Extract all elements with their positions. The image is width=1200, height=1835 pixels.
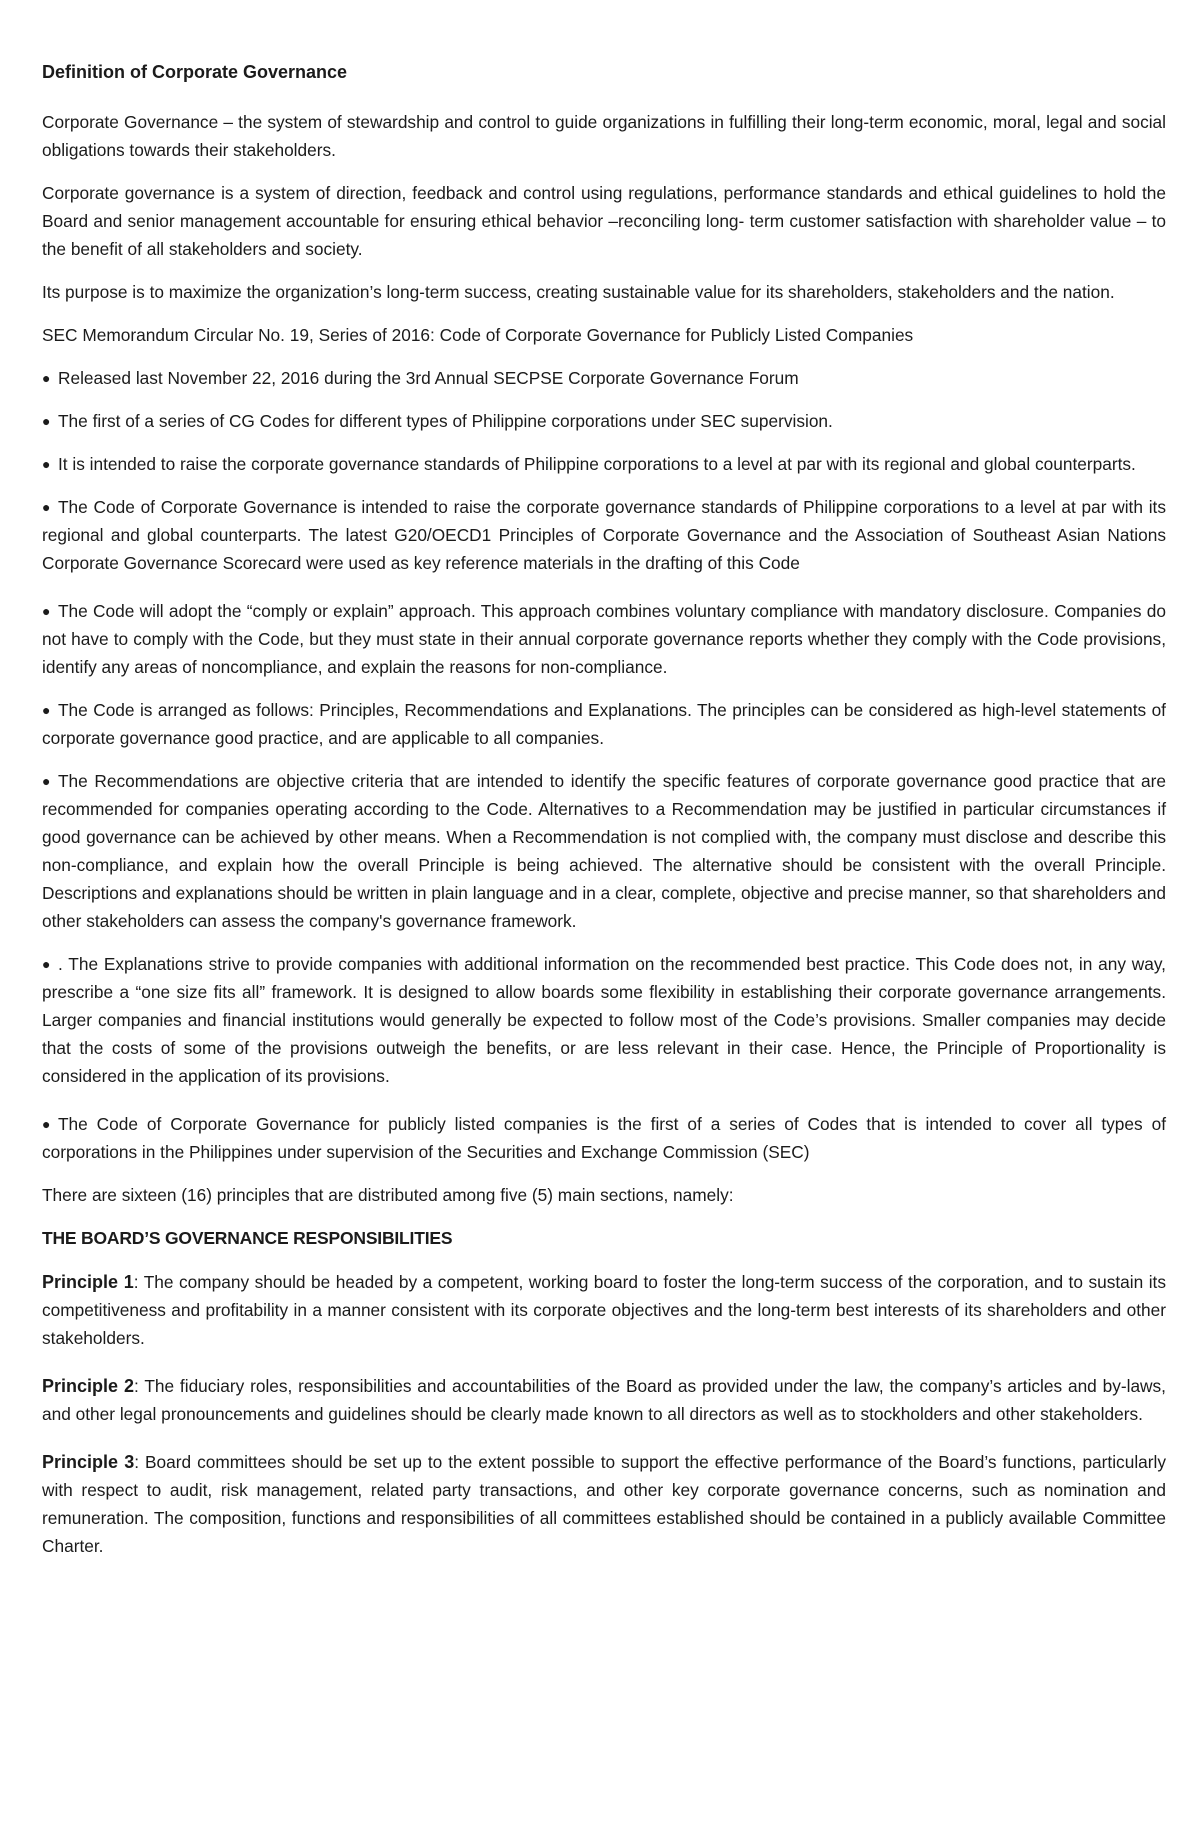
principle-item: [42, 1268, 1166, 1352]
bullet-item: [42, 696, 1166, 752]
bullet-icon: ●: [42, 603, 51, 619]
document-page: [42, 58, 1166, 1575]
paragraph-purpose: Its purpose is to maximize the organization’s long-term success, creating sustainable value for its shareholders, stakeholders and the nation.: [42, 282, 1115, 302]
principle-item: [42, 1448, 1166, 1560]
bullet-item: [42, 407, 1166, 435]
bullet-text: Released last November 22, 2016 during the 3rd Annual SECPSE Corporate Governance Forum: [58, 368, 799, 388]
bullet-icon: ●: [42, 499, 51, 515]
bullet-text: The Code of Corporate Governance for publicly listed companies is the first of a series of Codes that is intended to cover all types of corporations in the Philippines under supervision of the Securities and Exchange Commission (SEC): [42, 1114, 1166, 1162]
principle-text: : Board committees should be set up to the extent possible to support the effective performance of the Board’s functions, particularly with respect to audit, risk management, related party transactions, and other key corporate governance concerns, such as nomination and remuneration. The composition, functions and responsibilities of all committees established should be contained in a publicly available Committee Charter.: [42, 1452, 1166, 1556]
bullet-item: [42, 1110, 1166, 1166]
principle-label: Principle 1: [42, 1272, 134, 1292]
bullet-text: The Code will adopt the “comply or explain” approach. This approach combines voluntary compliance with mandatory disclosure. Companies do not have to comply with the Code, but they must state in their annual corporate governance reports whether they comply with the Code provisions, identify any areas of noncompliance, and explain the reasons for non-compliance.: [42, 601, 1166, 677]
bullet-icon: ●: [42, 702, 51, 718]
principle-label: Principle 2: [42, 1376, 135, 1396]
principle-text: : The fiduciary roles, responsibilities and accountabilities of the Board as provided under the law, the company’s articles and by-laws, and other legal pronouncements and guidelines should be clearly made known to all directors as well as to stockholders and other stakeholders.: [42, 1376, 1166, 1424]
paragraph-system: Corporate governance is a system of direction, feedback and control using regulations, performance standards and ethical guidelines to hold the Board and senior management accountable for ensuring ethical behavior –reconciling long- term customer satisfaction with shareholder value – to the benefit of all stakeholders and society.: [42, 183, 1166, 259]
principle-label: Principle 3: [42, 1452, 135, 1472]
bullet-icon: ●: [42, 1116, 51, 1132]
bullet-item: [42, 493, 1166, 577]
bullet-icon: ●: [42, 370, 51, 386]
bullet-icon: ●: [42, 413, 51, 429]
paragraph-sec-circular: SEC Memorandum Circular No. 19, Series of 2016: Code of Corporate Governance for Publicly Listed Companies: [42, 325, 914, 345]
bullet-text: The Recommendations are objective criteria that are intended to identify the specific features of corporate governance good practice that are recommended for companies operating according to the Code. Alternatives to a Recommendation may be justified in particular circumstances if good governance can be achieved by other means. When a Recommendation is not complied with, the company must disclose and describe this non-compliance, and explain how the overall Principle is being achieved. The alternative should be consistent with the overall Principle. Descriptions and explanations should be written in plain language and in a clear, complete, objective and precise manner, so that shareholders and other stakeholders can assess the company's governance framework.: [42, 771, 1166, 931]
principle-text: : The company should be headed by a competent, working board to foster the long-term success of the corporation, and to sustain its competitiveness and profitability in a manner consistent with its corporate objectives and the long-term best interests of its shareholders and other stakeholders.: [42, 1272, 1166, 1348]
bullet-text: The Code is arranged as follows: Principles, Recommendations and Explanations. The principles can be considered as high-level statements of corporate governance good practice, and are applicable to all companies.: [42, 700, 1166, 748]
bullet-item: [42, 597, 1166, 681]
paragraph-definition: Corporate Governance – the system of stewardship and control to guide organizations in fulfilling their long-term economic, moral, legal and social obligations towards their stakeholders.: [42, 112, 1166, 160]
bullet-item: [42, 767, 1166, 935]
bullet-icon: ●: [42, 956, 51, 972]
bullet-item: [42, 450, 1166, 478]
bullet-item: [42, 950, 1166, 1090]
bullet-icon: ●: [42, 773, 51, 789]
bullet-text: The first of a series of CG Codes for different types of Philippine corporations under SEC supervision.: [58, 411, 833, 431]
bullet-text: It is intended to raise the corporate governance standards of Philippine corporations to a level at par with its regional and global counterparts.: [58, 454, 1136, 474]
bullet-icon: ●: [42, 456, 51, 472]
principles-intro: There are sixteen (16) principles that are distributed among five (5) main sections, namely:: [42, 1185, 734, 1205]
bullet-text: . The Explanations strive to provide companies with additional information on the recommended best practice. This Code does not, in any way, prescribe a “one size fits all” framework. It is designed to allow boards some flexibility in establishing their corporate governance arrangements. Larger companies and financial institutions would generally be expected to follow most of the Code’s provisions. Smaller companies may decide that the costs of some of the provisions outweigh the benefits, or are less relevant in their case. Hence, the Principle of Proportionality is considered in the application of its provisions.: [42, 954, 1166, 1086]
bullet-text: The Code of Corporate Governance is intended to raise the corporate governance standards of Philippine corporations to a level at par with its regional and global counterparts. The latest G20/OECD1 Principles of Corporate Governance and the Association of Southeast Asian Nations Corporate Governance Scorecard were used as key reference materials in the drafting of this Code: [42, 497, 1166, 573]
section-heading: THE BOARD’S GOVERNANCE RESPONSIBILITIES: [42, 1228, 453, 1248]
principle-item: [42, 1372, 1166, 1428]
bullet-item: [42, 364, 1166, 392]
document-title: Definition of Corporate Governance: [42, 62, 348, 82]
